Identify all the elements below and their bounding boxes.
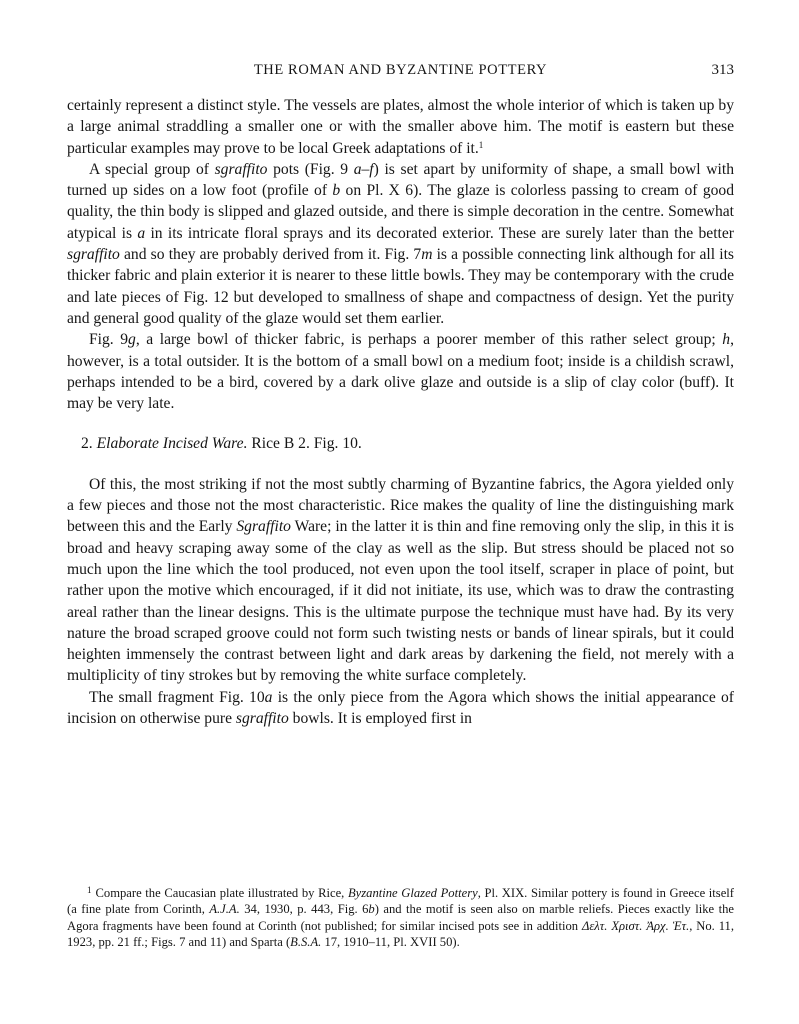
text-run: is a possible connecting link although for all its thicker fabric and plain exterior it is nearer to these little bowls. They may be contemporary with the crude and late pieces of Fig. 12 but developed to smallness of shape and compactness of design. Yet the purity and general good quality of the glaze would set them earlier. <box>67 246 734 327</box>
paragraph <box>67 95 734 159</box>
footnote-mark: 1 <box>87 885 92 895</box>
text-run: and so they are probably derived from it. Fig. 7 <box>119 246 422 264</box>
text-run: ) and the motif is seen also on marble reliefs. Pieces exactly like the Agora fragments have been found at Corinth (not published; for similar incised pots see in addition <box>67 902 734 933</box>
italic-run: b <box>368 902 375 917</box>
section-heading <box>67 433 734 454</box>
section-number: 2. <box>81 435 93 453</box>
text-run: , a large bowl of thicker fabric, is perhaps a poorer member of this rather select group; <box>135 331 723 349</box>
italic-run: B.S.A. <box>290 935 322 950</box>
text-run: on Pl. X 6). The glaze is colorless passing to cream of good quality, the thin body is slipped and glazed outside, and there is simple decoration in the centre. Somewhat atypical is <box>67 182 735 242</box>
paragraph <box>67 329 734 414</box>
paragraph <box>67 474 734 687</box>
italic-run: m <box>421 246 433 264</box>
text-run: 34, 1930, p. 443, Fig. 6 <box>239 902 369 917</box>
text-run: ) is set apart by uniformity of shape, a small bowl with turned up sides on a low foot (profile of <box>67 160 735 200</box>
text-run: The small fragment Fig. 10 <box>89 688 265 706</box>
section-title: Elaborate Incised Ware. <box>96 435 248 453</box>
italic-run: h <box>722 331 731 349</box>
text-run: is the only piece from the Agora which shows the initial appearance of incision on otherwise pure <box>67 688 734 728</box>
paragraph <box>67 159 734 329</box>
text-run: , No. 11, 1923, pp. 21 ff.; Figs. 7 and 11) and Sparta ( <box>67 918 734 950</box>
italic-run: a <box>264 688 273 706</box>
section-reference: Rice B 2. Fig. 10. <box>251 435 362 453</box>
italic-run: a–f <box>353 160 374 178</box>
text-run: A special group of <box>89 160 215 178</box>
paragraph-text: certainly represent a distinct style. The vessels are plates, almost the whole interior of which is taken up by a large animal straddling a smaller one or with the smaller above him. The motif is eastern but these particular examples may prove to be local Greek adaptations of it. <box>67 97 734 157</box>
running-title: THE ROMAN AND BYZANTINE POTTERY <box>253 62 548 78</box>
text-run: 17, 1910–11, Pl. XVII 50). <box>321 935 460 950</box>
text-run: in its intricate floral sprays and its decorated exterior. These are surely later than the better <box>145 224 735 242</box>
footnotes <box>67 882 734 951</box>
paragraph <box>67 687 734 730</box>
text-run: Fig. 9 <box>89 331 129 349</box>
text-run: bowls. It is employed first in <box>288 710 472 728</box>
italic-run: sgraffito <box>235 710 289 728</box>
footnote-reference: 1 <box>478 139 484 150</box>
page-number: 313 <box>711 62 734 78</box>
italic-run: A.J.A. <box>209 902 240 917</box>
text-run: Of this, the most striking if not the most subtly charming of Byzantine fabrics, the Agora yielded only a few pieces and those not the most characteristic. Rice makes the quality of line the distinguishing mark between this and the Early <box>67 475 734 536</box>
running-head <box>67 60 734 82</box>
text-run: Ware; in the latter it is thin and fine removing only the slip, in this it is broad and heavy scraping away some of the clay as well as the slip. But stress should be placed not so much upon the line which the tool produced, not even upon the tool itself, scraper in place of point, but rather upon the motive which encouraged, if it did not initiate, its use, which was to draw the contrasting areal rather than the linear designs. This is the ultimate purpose the technique must have had. By its very nature the broad scraped groove could not form such twisting nests or bands of linear spirals, but it could heighten immensely the contrast between light and dark areas by darkening the field, not merely with a multiplicity of tiny strokes but by removing the white surface completely. <box>67 518 734 685</box>
italic-run: sgraffito <box>67 246 120 264</box>
footnote <box>67 882 734 951</box>
text-run: pots (Fig. 9 <box>267 160 354 178</box>
italic-run: sgraffito <box>214 160 268 178</box>
text-run: Compare the Caucasian plate illustrated by Rice, <box>95 886 348 900</box>
body-text <box>67 95 734 729</box>
italic-run: g <box>128 331 136 349</box>
page <box>67 0 734 1024</box>
italic-run: Sgraffito <box>236 518 291 536</box>
italic-run: Byzantine Glazed Pottery <box>347 886 478 900</box>
text-run: , however, is a total outsider. It is the bottom of a small bowl on a medium foot; inside is a childish scrawl, perhaps intended to be a bird, covered by a dark olive glaze and outside is a slip of clay color (buff). It may be very late. <box>67 331 734 413</box>
italic-run: a <box>137 224 146 242</box>
text-run: , Pl. XIX. Similar pottery is found in Greece itself (a fine plate from Corinth, <box>67 886 734 917</box>
italic-run: b <box>332 182 341 200</box>
italic-run: Δελτ. Χριστ. Ἀρχ. Ἑτ. <box>581 918 690 933</box>
